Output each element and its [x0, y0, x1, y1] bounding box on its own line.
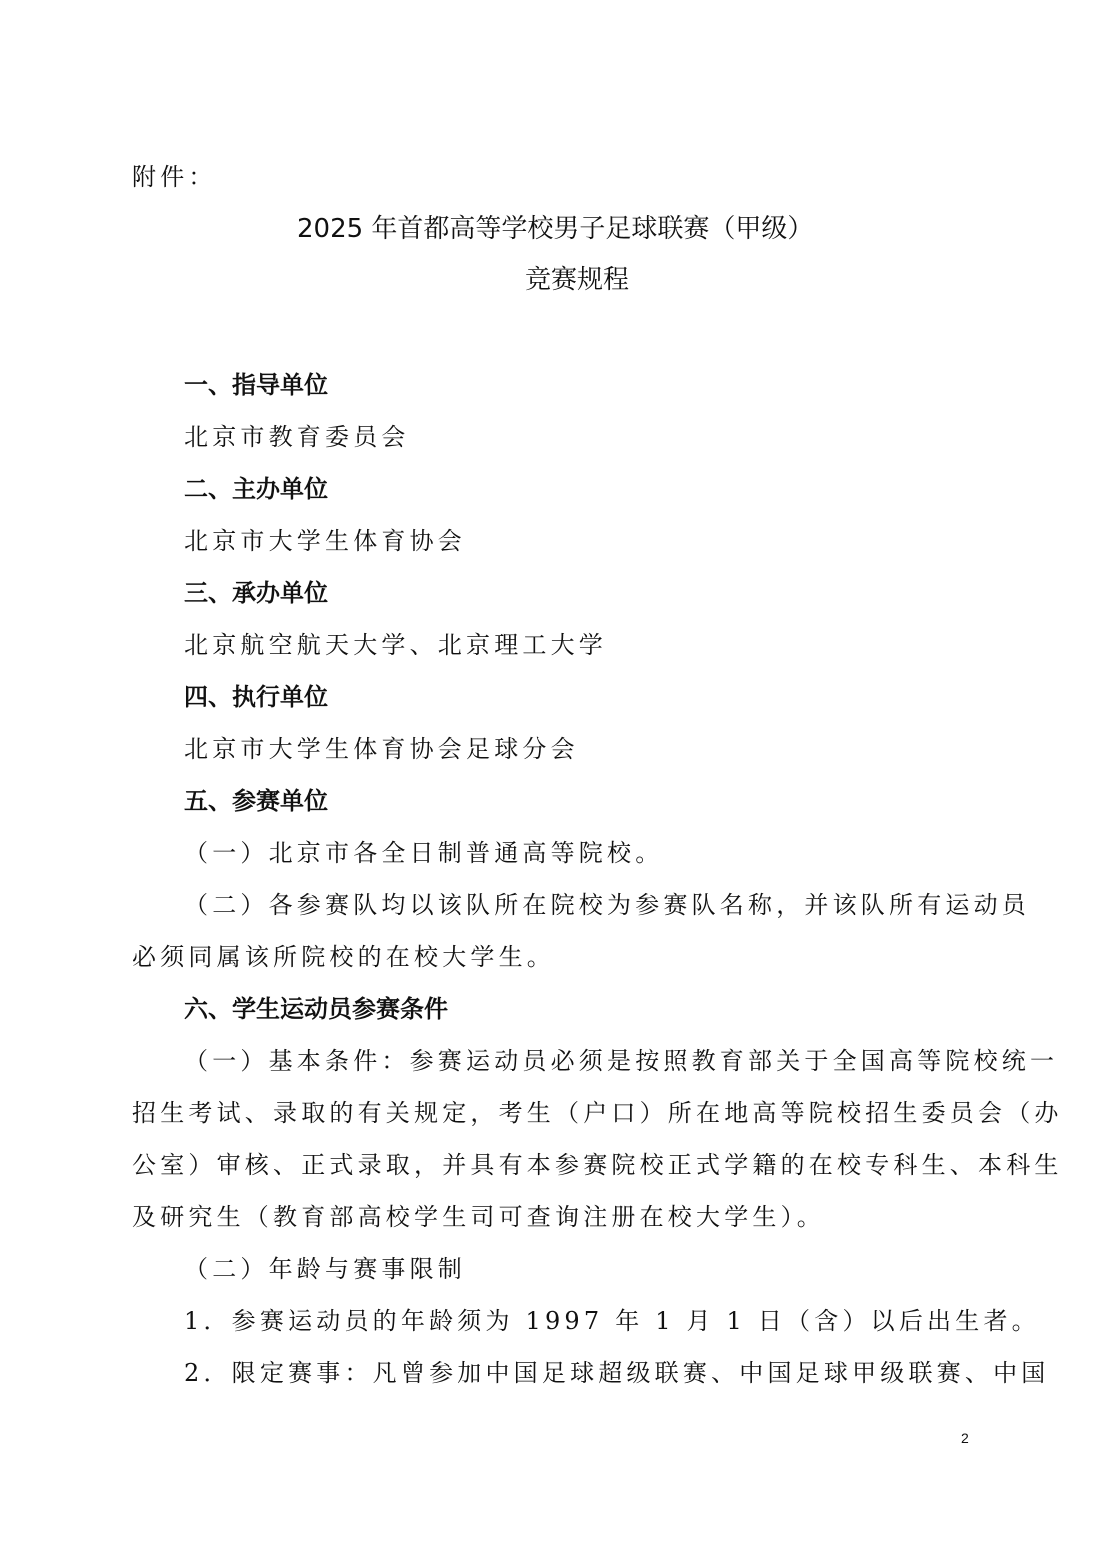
section-body-organizer: 北京市大学生体育协会	[184, 527, 466, 555]
eligibility-rule-2: 2．限定赛事：凡曾参加中国足球超级联赛、中国足球甲级联赛、中国	[184, 1359, 1050, 1387]
page-number: 2	[961, 1430, 969, 1446]
section-body-host: 北京航空航天大学、北京理工大学	[184, 631, 607, 659]
section-heading-organizer: 二、主办单位	[184, 475, 328, 503]
eligibility-basic-line-2: 招生考试、录取的有关规定，考生（户口）所在地高等院校招生委员会（办	[132, 1099, 1063, 1127]
section-heading-guidance: 一、指导单位	[184, 371, 328, 399]
document-subtitle: 竞赛规程	[525, 265, 630, 295]
eligibility-age-heading: （二）年龄与赛事限制	[184, 1255, 466, 1283]
participants-item-1: （一）北京市各全日制普通高等院校。	[184, 839, 664, 867]
document-title: 2025 年首都高等学校男子足球联赛（甲级）	[297, 214, 814, 244]
eligibility-basic-line-3: 公室）审核、正式录取，并具有本参赛院校正式学籍的在校专科生、本科生	[132, 1151, 1063, 1179]
eligibility-basic-line-1: （一）基本条件：参赛运动员必须是按照教育部关于全国高等院校统一	[184, 1047, 1059, 1075]
section-body-guidance: 北京市教育委员会	[184, 423, 410, 451]
section-body-executor: 北京市大学生体育协会足球分会	[184, 735, 579, 763]
section-heading-eligibility: 六、学生运动员参赛条件	[184, 995, 448, 1023]
section-heading-executor: 四、执行单位	[184, 683, 328, 711]
eligibility-basic-line-4: 及研究生（教育部高校学生司可查询注册在校大学生）。	[132, 1203, 825, 1231]
eligibility-rule-1: 1．参赛运动员的年龄须为 1997 年 1 月 1 日（含）以后出生者。	[184, 1307, 1040, 1335]
section-heading-host: 三、承办单位	[184, 579, 328, 607]
attachment-label: 附件：	[132, 163, 217, 191]
section-heading-participants: 五、参赛单位	[184, 787, 328, 815]
participants-item-2-line-1: （二）各参赛队均以该队所在院校为参赛队名称，并该队所有运动员	[184, 891, 1030, 919]
participants-item-2-line-2: 必须同属该所院校的在校大学生。	[132, 943, 555, 971]
